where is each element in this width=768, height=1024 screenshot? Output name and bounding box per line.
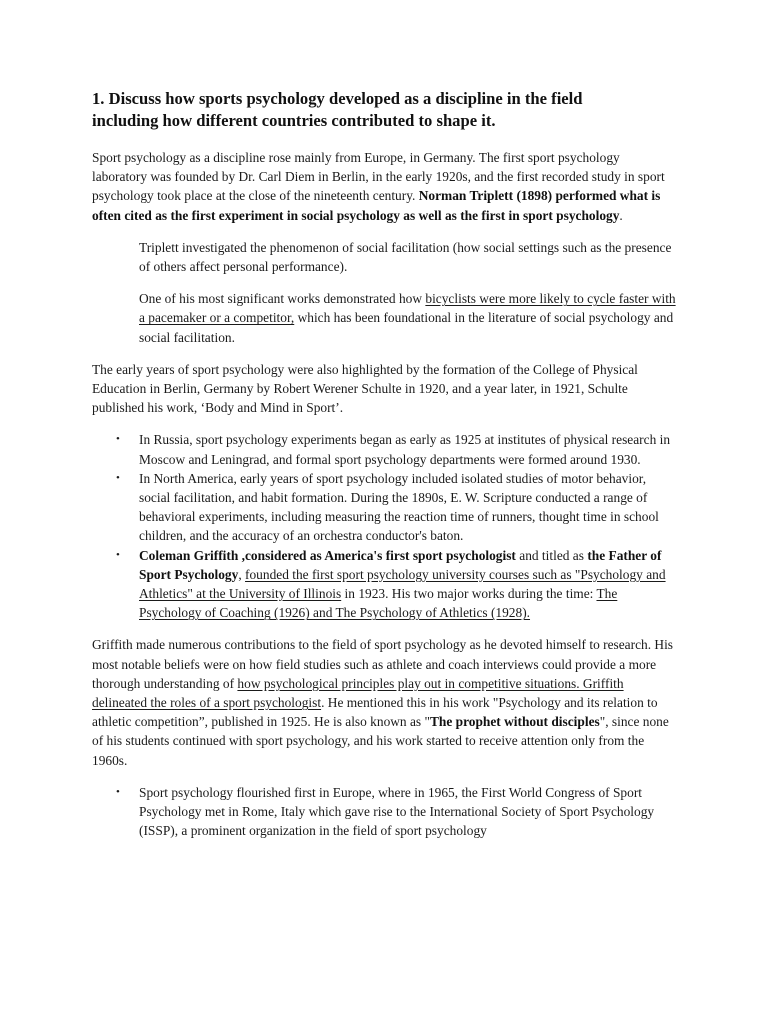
griffith-text-2: , — [238, 566, 246, 582]
triplett-work-before: One of his most significant works demonstrated how — [139, 291, 426, 307]
griffith-bold-1: Coleman Griffith ,considered as America's first sport psychologist — [139, 547, 516, 563]
griffith-underline-2: The Psychology of Coaching (1926) and The Psychology of Athletics (1928). — [139, 586, 618, 621]
bullet-list-countries — [92, 430, 676, 622]
griffith-contrib-after: ", since none of his students continued with sport psychology, and his work started to receive attention only from the 1960s. — [92, 714, 669, 768]
list-item-griffith — [92, 546, 676, 623]
griffith-contrib-mid: . He mentioned this in his work "Psychology and its relation to athletic competition”, published in 1925. He is also known as " — [92, 695, 658, 730]
list-item-russia — [92, 430, 676, 468]
griffith-underline-1: founded the first sport psychology university courses such as "Psychology and Athletics" at the University of Illinois — [139, 566, 666, 602]
paragraph-early-years: The early years of sport psychology were also highlighted by the formation of the College of Physical Education in Berlin, Germany by Robert Werener Schulte in 1920, and a year later, in 1921, Schulte published his work, ‘Body and Mind in Sport’. — [92, 361, 638, 416]
triplett-work-after: which has been foundational in the literature of social psychology and social facilitation. — [139, 310, 674, 345]
griffith-contrib-before: Griffith made numerous contributions to the field of sport psychology as he devoted himself to research. His most notable beliefs were on how field studies such as athlete and coach interviews could provide a more thorough understanding of — [92, 637, 674, 691]
list-item-europe-text: Sport psychology flourished first in Europe, where in 1965, the First World Congress of Sport Psychology met in Rome, Italy which gave rise to the International Society of Sport Psychology (ISSP), a prominent organization in the field of sport psychology — [139, 784, 655, 839]
bullet-icon: • — [116, 785, 120, 798]
triplett-bold-statement: Norman Triplett (1898) performed what is often cited as the first experiment in social psychology as well as the first in sport psychology — [92, 188, 661, 223]
bullet-list-europe — [92, 783, 676, 841]
griffith-contrib-underline: how psychological principles play out in competitive situations. Griffith delineated the roles of a sport psychologist — [92, 675, 624, 711]
bullet-icon: • — [116, 433, 120, 446]
prophet-bold: The prophet without disciples — [429, 714, 600, 730]
griffith-text-1: and titled as — [515, 547, 588, 563]
heading-line-2: including how different countries contributed to shape it. — [92, 111, 496, 130]
paragraph-triplett-work — [139, 289, 676, 347]
bullet-icon: • — [116, 471, 120, 484]
list-item-russia-text: In Russia, sport psychology experiments began as early as 1925 at institutes of physical research in Moscow and Leningrad, and formal sport psychology departments were formed around 1930. — [139, 432, 671, 467]
triplett-work-underline: bicyclists were more likely to cycle faster with a pacemaker or a competitor, — [139, 291, 676, 326]
list-item-europe — [92, 783, 676, 841]
paragraph-triplett-investigation: Triplett investigated the phenomenon of social facilitation (how social settings such as the presence of others affect personal performance). — [139, 239, 672, 275]
griffith-text-3: in 1923. His two major works during the time: — [341, 586, 597, 602]
list-item-north-america — [92, 469, 676, 546]
paragraph-origins — [92, 148, 676, 225]
heading-line-1: 1. Discuss how sports psychology developed as a discipline in the field — [92, 89, 583, 108]
bullet-icon: • — [116, 548, 120, 561]
griffith-bold-2: the Father of Sport Psychology — [139, 547, 662, 582]
paragraph-origins-text: Sport psychology as a discipline rose mainly from Europe, in Germany. The first sport psychology laboratory was founded by Dr. Carl Diem in Berlin, in the early 1920s, and the first recorded study in sport psychology took place at the close of the nineteenth century. — [92, 150, 665, 204]
paragraph-griffith-contributions — [92, 635, 676, 769]
question-heading — [92, 88, 676, 132]
list-item-north-america-text: In North America, early years of sport psychology included isolated studies of motor behavior, social facilitation, and habit formation. During the 1890s, E. W. Scripture conducted a range of behavioral experiments, including measuring the reaction time of runners, thought time in school children, and the accuracy of an orchestra conductor's baton. — [139, 470, 659, 544]
paragraph-origins-end: . — [619, 207, 623, 223]
